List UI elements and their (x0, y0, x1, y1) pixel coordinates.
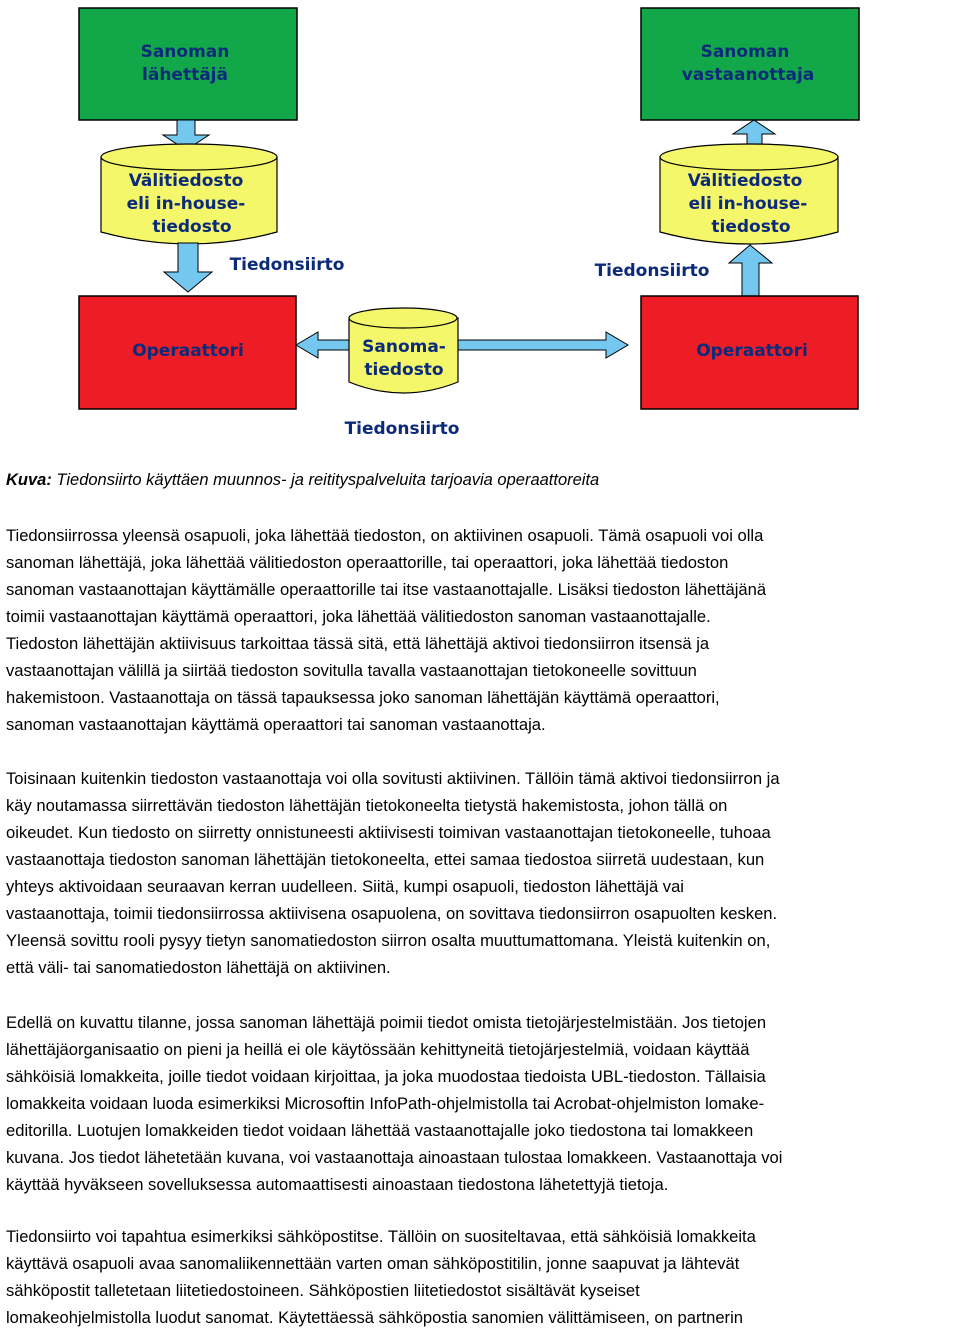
paragraph-line: käyttää hyväkseen sovelluksessa automaattisesti ainoastaan tiedostona lähetettyjä tietoja. (6, 1175, 669, 1194)
sender-box (79, 8, 297, 120)
paragraph-line: vastaanottaja tiedoston sanoman lähettäjän tietokoneelta, ettei samaa tiedostoa siirretä uudestaan, kun (6, 850, 765, 869)
paragraph-active-sender (6, 522, 958, 738)
paragraph-line: käy noutamassa siirrettävän tiedoston lähettäjän tietokoneelta tietystä hakemistosta, johon tällä on (6, 796, 728, 815)
paragraph-line: sähköpostit talletetaan liitetiedostoineen. Sähköpostien liitetiedostot sisältävät kyseiset (6, 1281, 640, 1300)
transfer-left-label: Tiedonsiirto (229, 255, 345, 275)
paragraph-line: Tiedoston lähettäjän aktiivisuus tarkoittaa tässä sitä, että lähettäjä aktivoi tiedonsiirron itsensä ja (6, 634, 710, 653)
paragraph-line: oikeudet. Kun tiedosto on siirretty onnistuneesti aktiivisesti toimivan vastaanottajan tietokoneelle, tuhoaa (6, 823, 771, 842)
receiver-file-line-1: Välitiedosto (687, 171, 803, 191)
paragraph-line: Yleensä sovittu rooli pysyy tietyn sanomatiedoston siirron osalta muuttumattomana. Yleistä kuitenkin on, (6, 931, 771, 950)
paragraph-line: sanoman lähettäjä, joka lähettää välitiedoston operaattorille, tai operaattori, joka lähettää tiedoston (6, 553, 729, 572)
transfer-bottom-label: Tiedonsiirto (344, 419, 460, 439)
paragraph-line: Toisinaan kuitenkin tiedoston vastaanottaja voi olla sovitusti aktiivinen. Tällöin tämä aktivoi tiedonsiirron ja (6, 769, 780, 788)
paragraph-line: sanoman vastaanottajan käyttämä operaattori tai sanoman vastaanottaja. (6, 715, 546, 734)
paragraph-line: Tiedonsiirrossa yleensä osapuoli, joka lähettää tiedoston, on aktiivinen osapuoli. Tämä osapuoli voi olla (6, 526, 764, 545)
paragraph-line: editorilla. Luotujen lomakkeiden tiedot voidaan lähettää vastaanottajalle joko tiedostona tai lomakkeen (6, 1121, 754, 1140)
paragraph-line: lomakeohjelmistolla luodut sanomat. Käytettäessä sähköpostia sanomien välittämiseen, on partnerin (6, 1308, 743, 1327)
operator-left-label: Operaattori (132, 341, 244, 361)
paragraph-line: Edellä on kuvattu tilanne, jossa sanoman lähettäjä poimii tiedot omista tietojärjestelmistään. Jos tietojen (6, 1013, 767, 1032)
sender-file-top (101, 144, 277, 170)
sender-file-line-2: eli in-house- (126, 194, 246, 214)
caption-label: Kuva: (6, 471, 52, 489)
paragraph-line: hakemistoon. Vastaanottaja on tässä tapauksessa joko sanoman lähettäjän käyttämä operaattori, (6, 688, 720, 707)
receiver-file-line-2: eli in-house- (688, 194, 808, 214)
sender-box-line-2: lähettäjä (142, 65, 228, 85)
paragraph-line: kuvana. Jos tiedot lähetetään kuvana, voi vastaanottaja ainoastaan tulostaa lomakkeen. Vastaanottaja voi (6, 1148, 783, 1167)
paragraph-line: että väli- tai sanomatiedoston lähettäjä on aktiivinen. (6, 958, 391, 977)
operator-right-label: Operaattori (696, 341, 808, 361)
paragraph-line: vastaanottaja, toimii tiedonsiirrossa aktiivisena osapuolena, on sovittava tiedonsiirron osapuolten kesken. (6, 904, 778, 923)
receiver-box (641, 8, 859, 120)
sender-file-line-3: tiedosto (152, 217, 232, 237)
paragraph-line: sanoman vastaanottajan käyttämälle operaattorille tai itse vastaanottajalle. Lisäksi tiedoston lähettäjänä (6, 580, 767, 599)
message-file-line-1: Sanoma- (362, 337, 446, 357)
caption-text: Tiedonsiirto käyttäen muunnos- ja reitityspalveluita tarjoavia operaattoreita (51, 471, 600, 489)
figure-caption (6, 471, 599, 490)
transfer-diagram (0, 0, 960, 450)
message-file-line-2: tiedosto (364, 360, 444, 380)
paragraph-email-transfer (6, 1223, 958, 1331)
paragraph-line: lomakkeita voidaan luoda esimerkiksi Microsoftin InfoPath-ohjelmistolla tai Acrobat-ohjelmiston lomake- (6, 1094, 765, 1113)
message-file-top (349, 308, 457, 328)
paragraph-line: sähköisiä lomakkeita, joille tiedot voidaan kirjoittaa, ja joka muodostaa tiedoista UBL-tiedoston. Tällaisia (6, 1067, 766, 1086)
paragraph-line: lähettäjäorganisaatio on pieni ja heillä ei ole käytössään kehittyneitä tietojärjestelmiä, voidaan käyttää (6, 1040, 750, 1059)
receiver-box-line-1: Sanoman (700, 42, 790, 62)
paragraph-line: yhteys aktivoidaan seuraavan kerran uudelleen. Siitä, kumpi osapuoli, tiedoston lähettäjä vai (6, 877, 684, 896)
receiver-box-line-2: vastaanottaja (681, 65, 815, 85)
receiver-file-top (660, 144, 838, 170)
receiver-file-line-3: tiedosto (711, 217, 791, 237)
paragraph-electronic-forms (6, 1009, 958, 1198)
paragraph-line: toimii vastaanottajan käyttämä operaattori, joka lähettää välitiedoston sanoman vastaanottajalle. (6, 607, 711, 626)
sender-file-line-1: Välitiedosto (128, 171, 244, 191)
sender-box-line-1: Sanoman (140, 42, 230, 62)
paragraph-line: käyttävä osapuoli avaa sanomaliikennettään varten oman sähköpostitilin, jonne saapuvat ja lähtevät (6, 1254, 740, 1273)
paragraph-active-receiver (6, 765, 958, 981)
paragraph-line: Tiedonsiirto voi tapahtua esimerkiksi sähköpostitse. Tällöin on suositeltavaa, että sähköisiä lomakkeita (6, 1227, 756, 1246)
transfer-right-label: Tiedonsiirto (594, 261, 710, 281)
paragraph-line: vastaanottajan välillä ja siirtää tiedoston sovitulla tavalla vastaanottajan tietokoneelle sovittuun (6, 661, 697, 680)
